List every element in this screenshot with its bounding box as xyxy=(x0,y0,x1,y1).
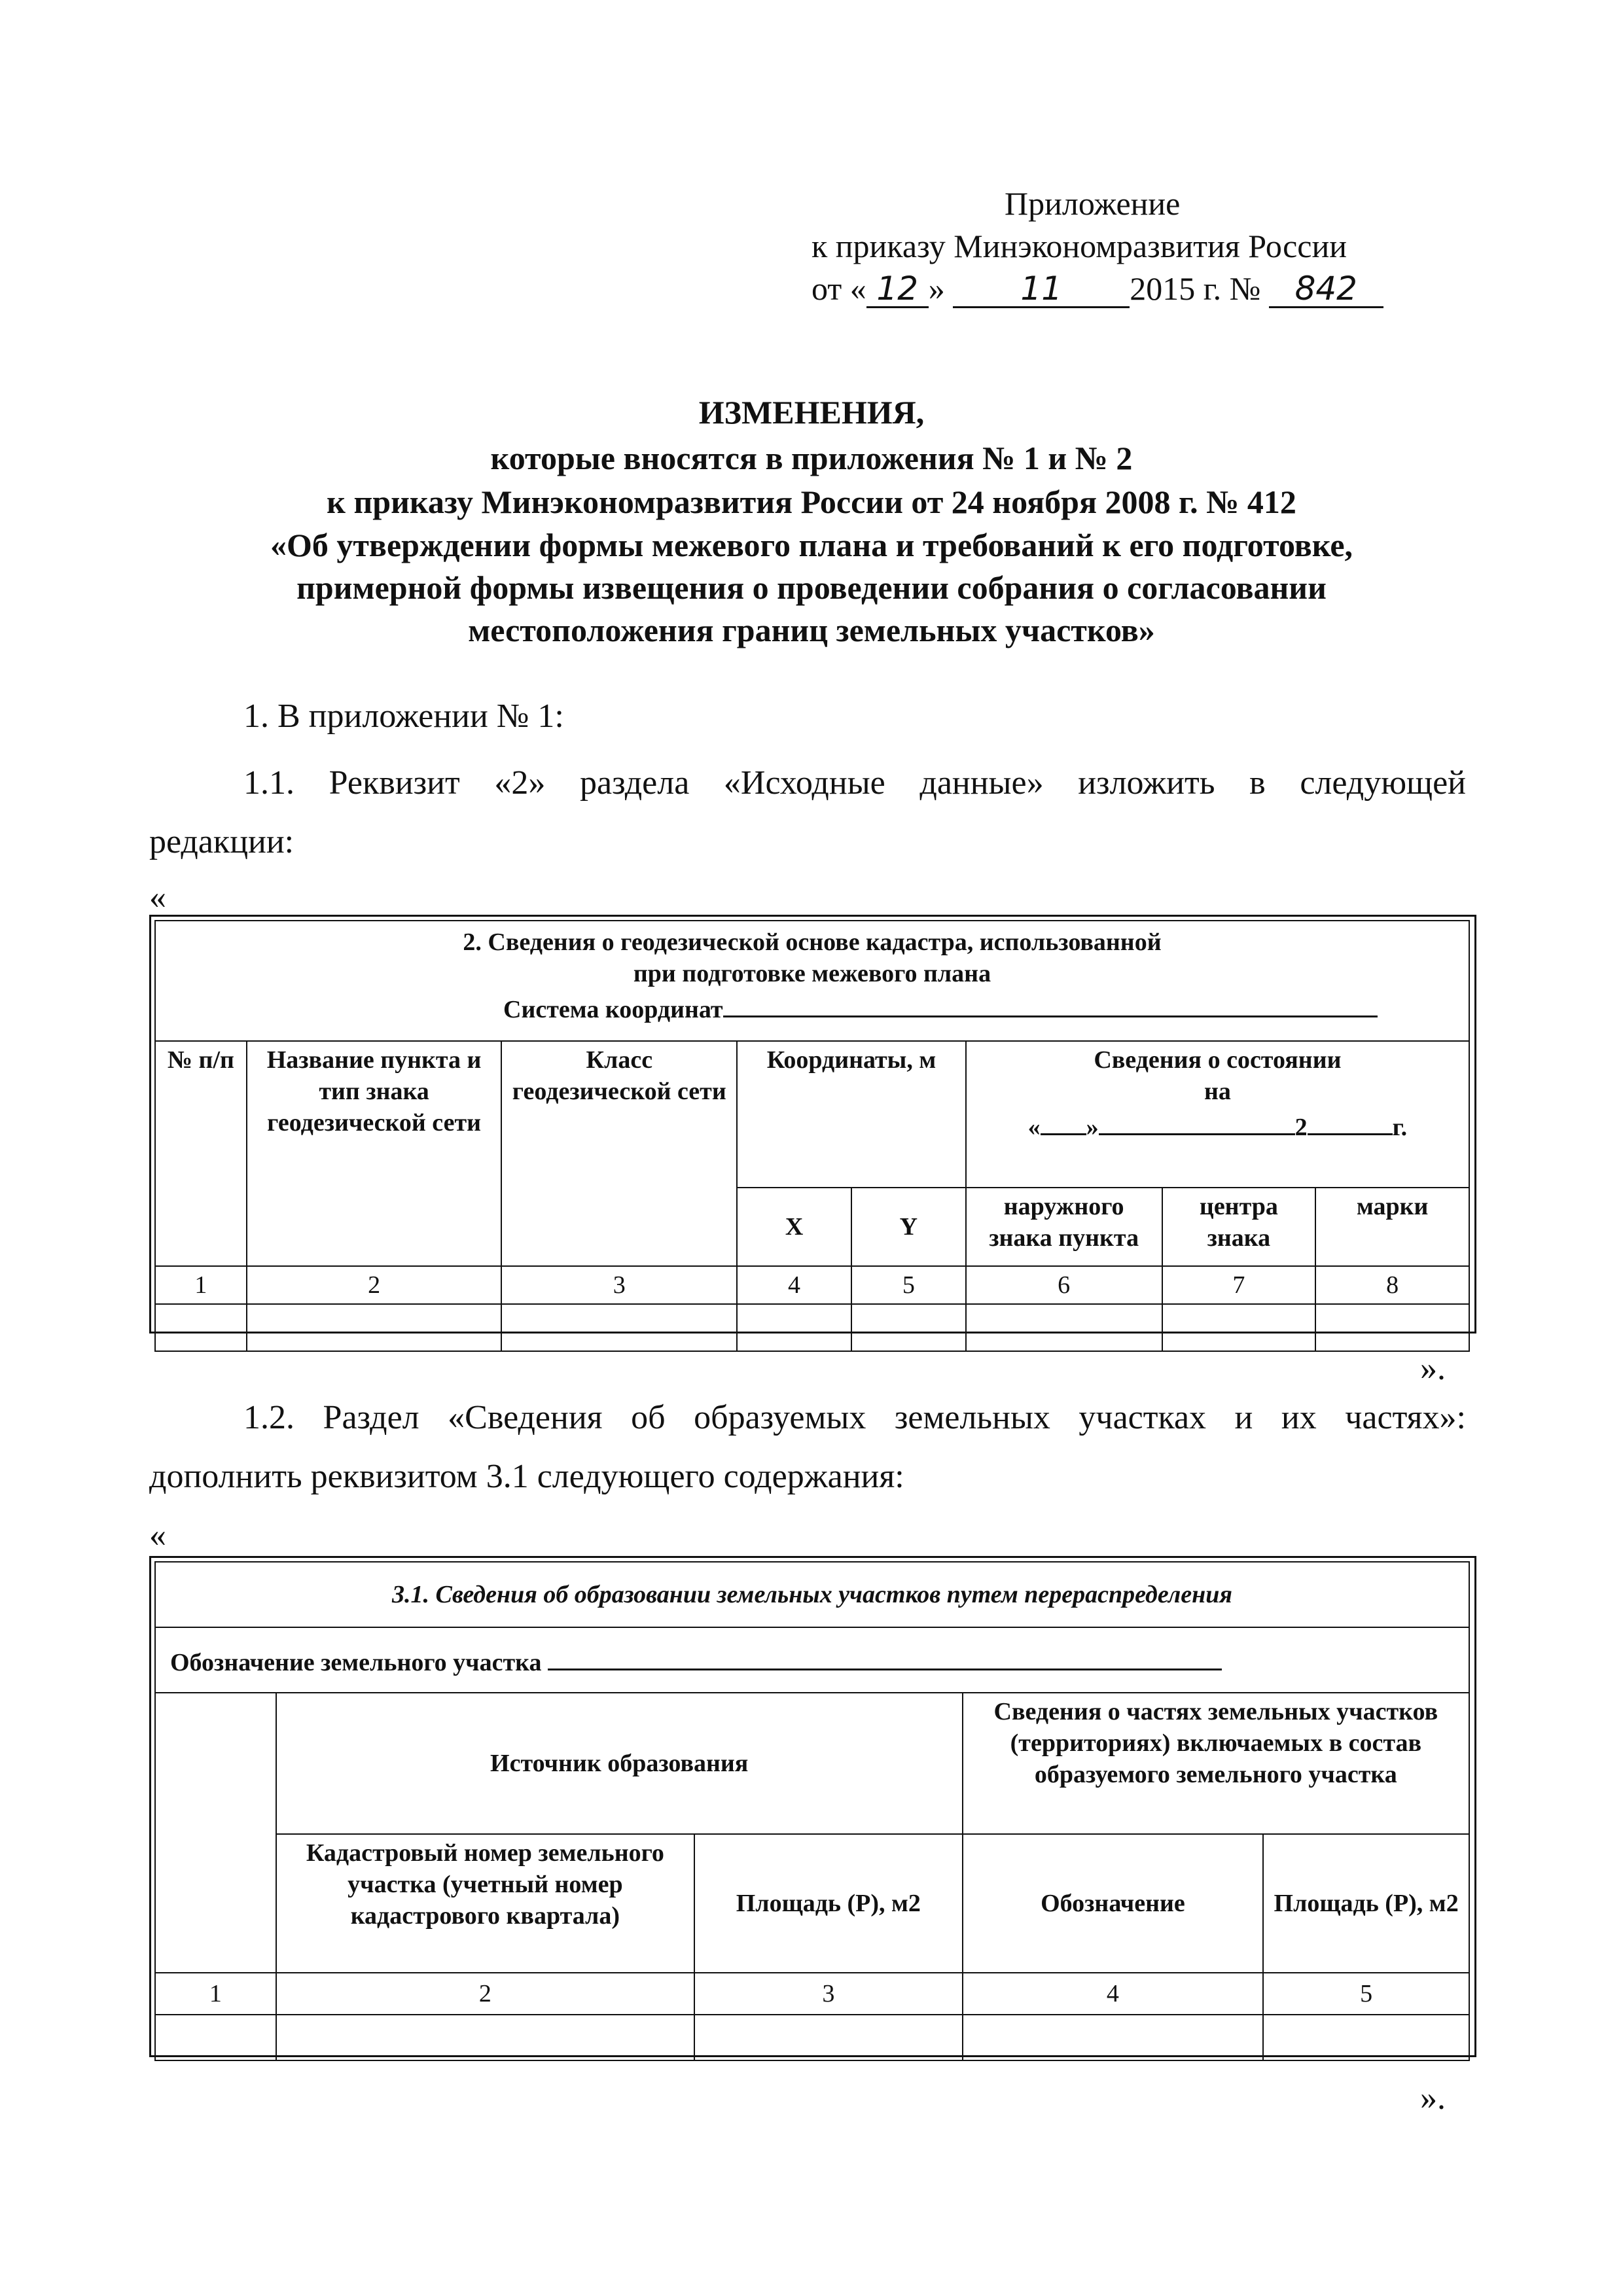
table2-empty-row xyxy=(155,2015,1469,2060)
coordinate-system-line xyxy=(160,989,1465,1025)
table1-title-line2: при подготовке межевого плана xyxy=(633,960,991,987)
source-header: Источник образования xyxy=(276,1693,963,1834)
cadastral-number-header: Кадастровый номер земельного участка (учетный номер кадастрового квартала) xyxy=(276,1834,694,1973)
month-field: 11 xyxy=(953,271,1130,308)
col-coordinates-header: Координаты, м xyxy=(737,1041,966,1188)
close-quote-2: ». xyxy=(1420,2079,1446,2117)
num-cell: 6 xyxy=(966,1266,1162,1304)
paragraph-1-1-line1: 1.1. Реквизит «2» раздела «Исходные данные» изложить в следующей xyxy=(243,764,1466,802)
close-quote-1: ». xyxy=(1420,1350,1446,1387)
coordinate-system-field xyxy=(723,989,1378,1017)
num-cell: 7 xyxy=(1162,1266,1316,1304)
paragraph-1-1-line2: редакции: xyxy=(149,823,294,860)
num-cell: 3 xyxy=(501,1266,737,1304)
table1-title-cell xyxy=(155,921,1469,1041)
appendix-label: Приложение xyxy=(1005,185,1181,222)
order-date-line xyxy=(812,268,1505,309)
open-quote-1: « xyxy=(149,879,166,916)
table2-title: 3.1. Сведения об образовании земельных участков путем перераспределения xyxy=(155,1562,1469,1627)
parts-header: Сведения о частях земельных участков (территориях) включаемых в состав образуемого земельного участка xyxy=(963,1693,1469,1834)
paragraph-1-2-line1: 1.2. Раздел «Сведения об образуемых земельных участках и их частях»: xyxy=(243,1399,1466,1436)
col-network-class-header: Класс геодезической сети xyxy=(501,1041,737,1266)
title-heading: ИЗМЕНЕНИЯ, xyxy=(698,394,925,431)
state-header-line1: Сведения о состоянии xyxy=(1094,1046,1342,1074)
designation-row xyxy=(155,1627,1469,1693)
designation-header: Обозначение xyxy=(963,1834,1264,1973)
num-cell: 4 xyxy=(737,1266,851,1304)
date-prefix: от « xyxy=(812,270,866,307)
num-cell: 5 xyxy=(1263,1973,1469,2015)
order-reference: к приказу Минэкономразвития России xyxy=(812,228,1347,264)
col-mark-header: марки xyxy=(1315,1188,1469,1266)
title-line-6: местоположения границ земельных участков» xyxy=(468,612,1155,648)
designation-label: Обозначение земельного участка xyxy=(170,1648,542,1676)
paragraph-1: 1. В приложении № 1: xyxy=(243,698,564,735)
col-outer-sign-header: наружного знака пункта xyxy=(966,1188,1162,1266)
col-point-name-header: Название пункта и тип знака геодезической сети xyxy=(247,1041,502,1266)
redistribution-table xyxy=(154,1561,1470,2061)
table2-empty-header xyxy=(155,1693,276,1973)
num-cell: 8 xyxy=(1315,1266,1469,1304)
num-cell: 5 xyxy=(851,1266,966,1304)
title-line-3: к приказу Минэкономразвития России от 24 ноября 2008 г. № 412 xyxy=(327,484,1296,520)
table1-title-line1: 2. Сведения о геодезической основе кадастра, использованной xyxy=(463,928,1162,956)
num-cell: 4 xyxy=(963,1973,1264,2015)
table2-number-row xyxy=(155,1973,1469,2015)
col-number-header: № п/п xyxy=(155,1041,247,1266)
table1-number-row xyxy=(155,1266,1469,1304)
col-sign-center-header: центра знака xyxy=(1162,1188,1316,1266)
geodetic-basis-table xyxy=(154,920,1470,1352)
day-field: 12 xyxy=(866,271,929,308)
table1-empty-row xyxy=(155,1304,1469,1351)
title-line-4: «Об утверждении формы межевого плана и требований к его подготовке, xyxy=(270,527,1353,563)
col-state-header xyxy=(966,1041,1469,1188)
year-label: 2015 г. № xyxy=(1130,270,1261,307)
num-cell: 1 xyxy=(155,1266,247,1304)
state-date-line: « » 2 г. xyxy=(971,1107,1465,1143)
designation-field xyxy=(548,1642,1222,1670)
coordinate-system-label: Система координат xyxy=(503,996,723,1023)
open-quote-2: « xyxy=(149,1517,166,1554)
col-y-header: Y xyxy=(851,1188,966,1266)
order-number-field: 842 xyxy=(1269,271,1383,308)
state-header-line2: на xyxy=(1204,1078,1231,1105)
title-line-5: примерной формы извещения о проведении собрания о согласовании xyxy=(296,569,1327,606)
num-cell: 2 xyxy=(247,1266,502,1304)
title-line-2: которые вносятся в приложения № 1 и № 2 xyxy=(490,440,1133,476)
area-header-1: Площадь (Р), м2 xyxy=(694,1834,963,1973)
num-cell: 1 xyxy=(155,1973,276,2015)
paragraph-1-2-line2: дополнить реквизитом 3.1 следующего содержания: xyxy=(149,1458,904,1495)
date-quote: » xyxy=(928,270,945,307)
area-header-2: Площадь (Р), м2 xyxy=(1263,1834,1469,1973)
num-cell: 2 xyxy=(276,1973,694,2015)
num-cell: 3 xyxy=(694,1973,963,2015)
col-x-header: X xyxy=(737,1188,851,1266)
